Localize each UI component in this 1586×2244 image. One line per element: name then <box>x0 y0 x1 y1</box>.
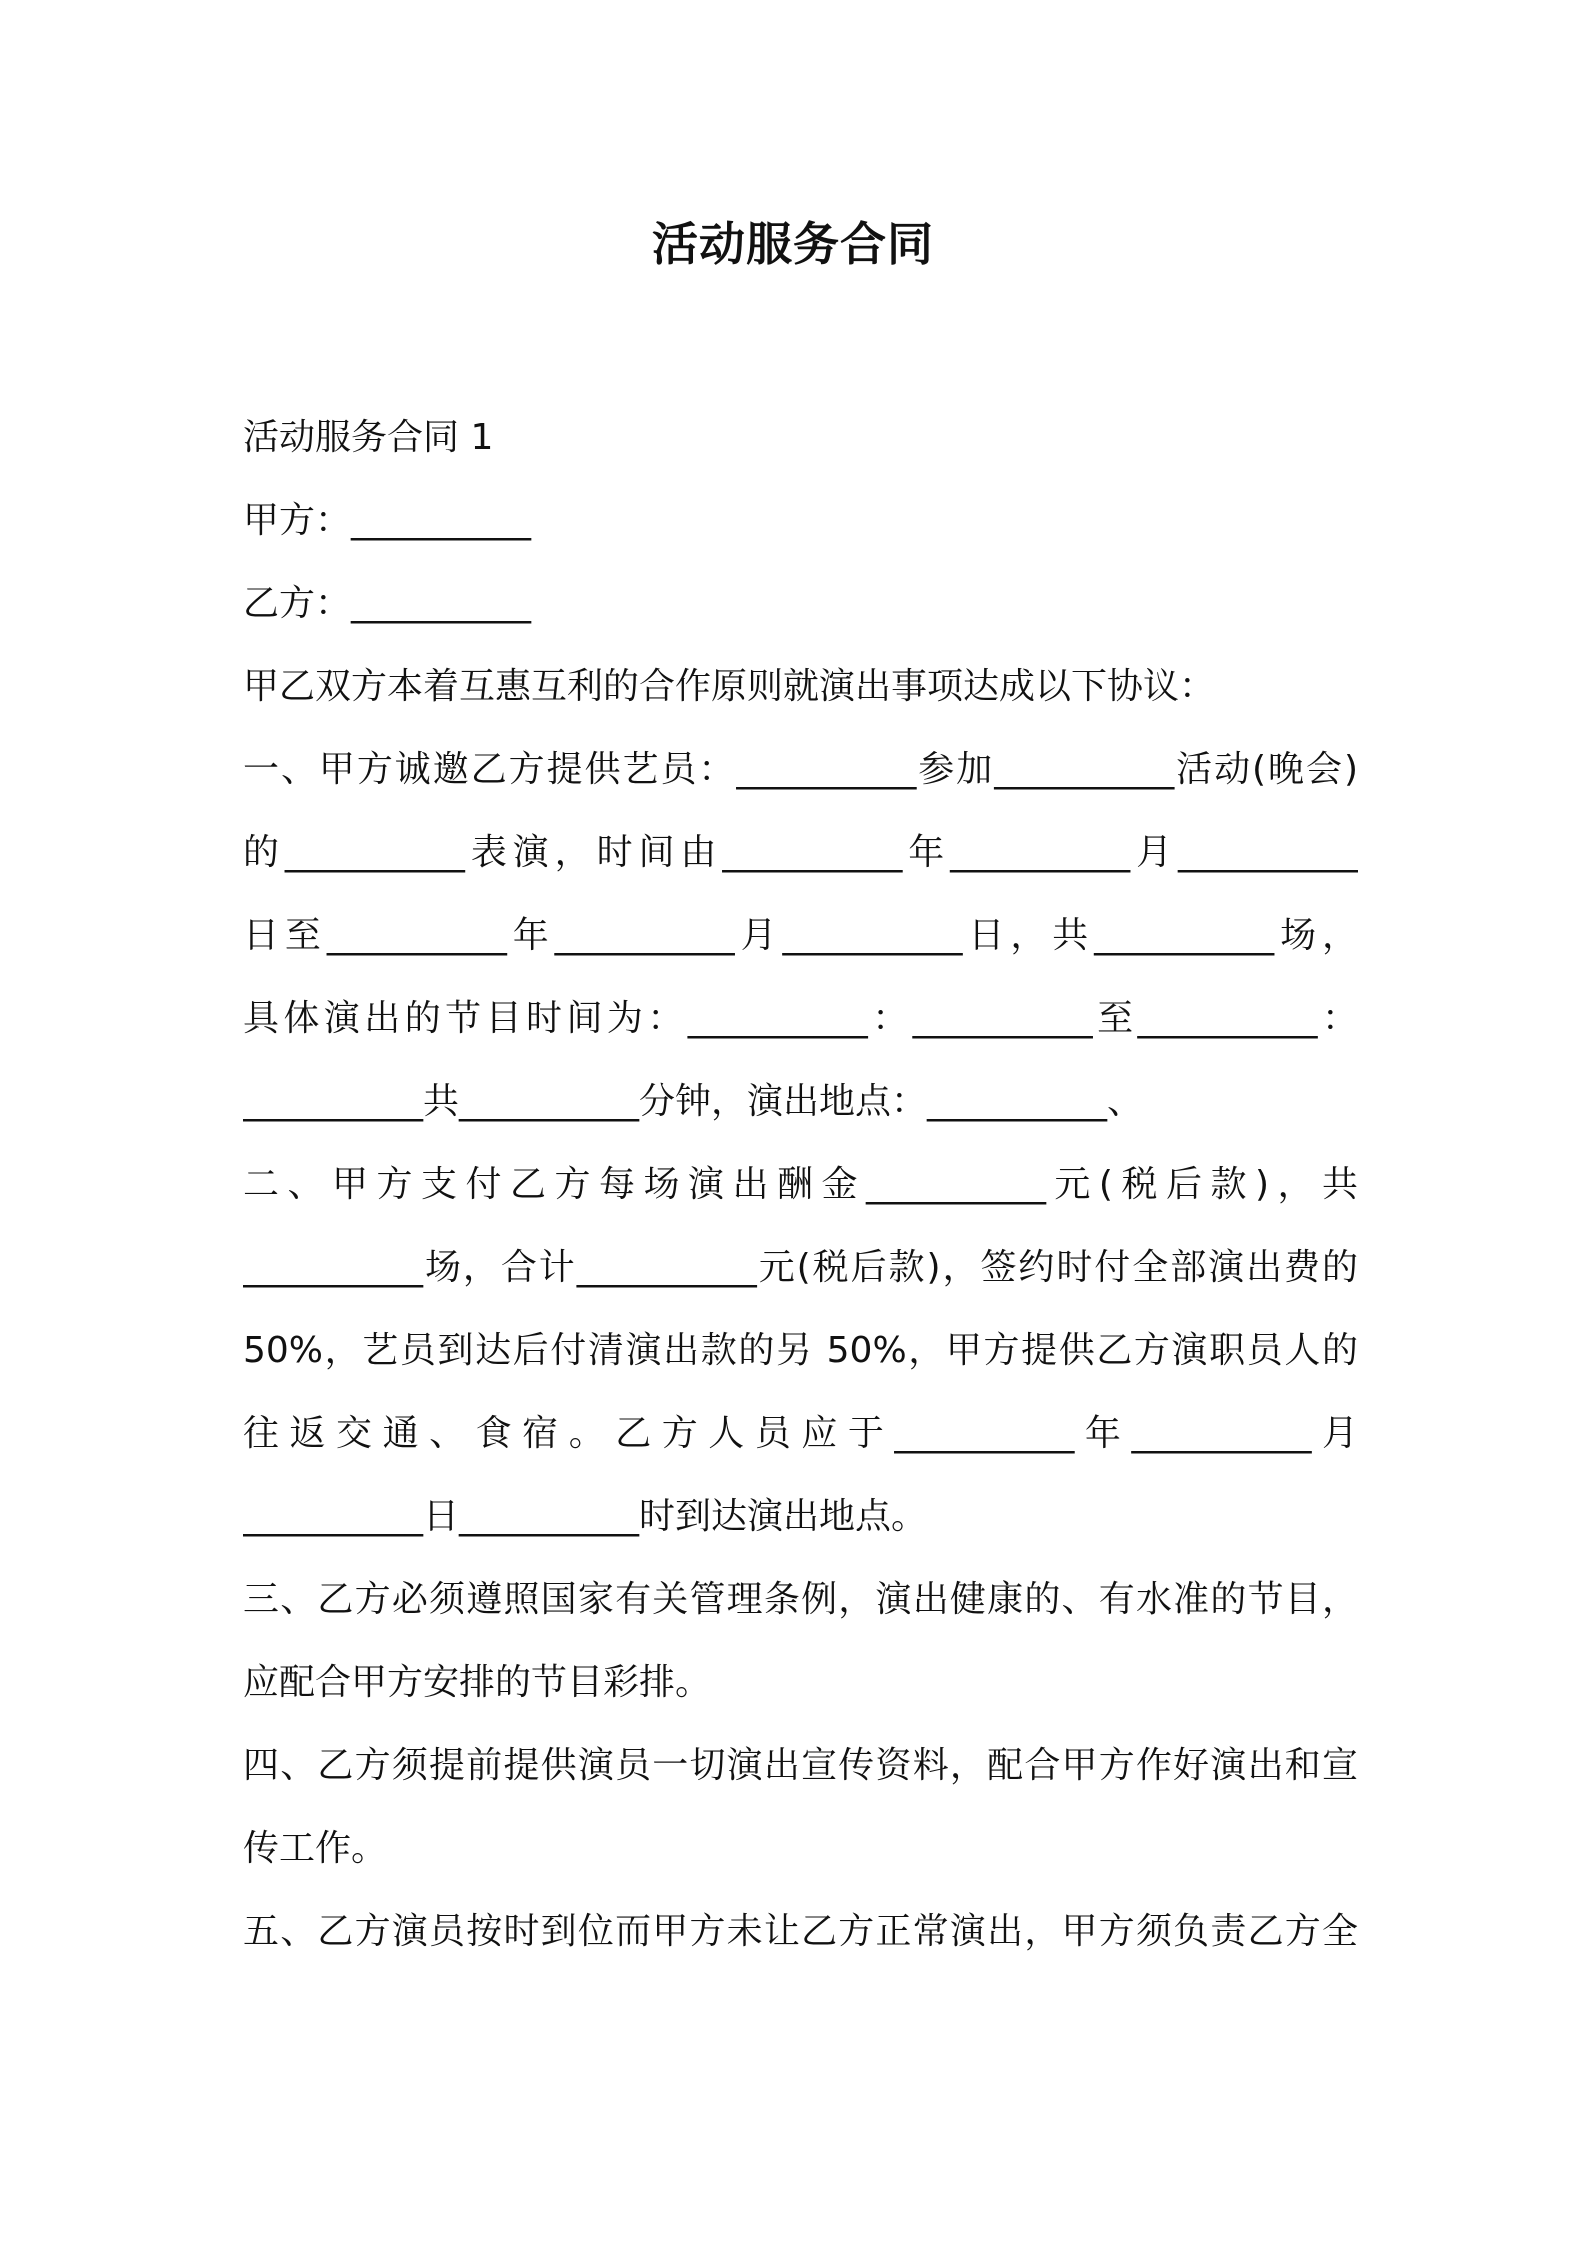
document-title: 活动服务合同 <box>652 217 934 271</box>
agreement-intro: 甲乙双方本着互惠互利的合作原则就演出事项达成以下协议： <box>243 666 1216 707</box>
party-a-line: 甲方：__________ <box>243 500 532 541</box>
clause-4-line-1: 四、乙方须提前提供演员一切演出宣传资料，配合甲方作好演出和宣 <box>243 1745 1358 1786</box>
clause-2-line-1: 二、甲方支付乙方每场演出酬金__________元(税后款)，共 <box>243 1164 1358 1205</box>
clause-1-line-1: 一、甲方诚邀乙方提供艺员：__________参加__________活动(晚会) <box>243 749 1358 790</box>
clause-1-line-3: 日至__________年__________月__________日，共__________场， <box>243 915 1358 956</box>
section-heading: 活动服务合同 1 <box>243 417 494 458</box>
clause-3-line-2: 应配合甲方安排的节目彩排。 <box>243 1662 712 1703</box>
clause-1-line-5: __________共__________分钟，演出地点：__________、 <box>243 1081 1144 1122</box>
clause-2-line-4: 往返交通、食宿。乙方人员应于__________年__________月 <box>243 1413 1358 1454</box>
clause-4-line-2: 传工作。 <box>243 1828 388 1869</box>
clause-1-line-2: 的__________表演，时间由__________年__________月__________ <box>243 832 1358 873</box>
party-b-line: 乙方：__________ <box>243 583 532 624</box>
clause-2-line-3: 50%，艺员到达后付清演出款的另 50%，甲方提供乙方演职员人的 <box>243 1330 1358 1371</box>
clause-3-line-1: 三、乙方必须遵照国家有关管理条例，演出健康的、有水准的节目， <box>243 1579 1358 1620</box>
clause-2-line-2: __________场，合计__________元(税后款)，签约时付全部演出费的 <box>243 1247 1358 1288</box>
clause-5-line-1: 五、乙方演员按时到位而甲方未让乙方正常演出，甲方须负责乙方全 <box>243 1911 1358 1952</box>
clause-2-line-5: __________日__________时到达演出地点。 <box>243 1496 928 1537</box>
clause-1-line-4: 具体演出的节目时间为：__________：__________至__________： <box>243 998 1358 1039</box>
document-body <box>243 408 1358 1985</box>
